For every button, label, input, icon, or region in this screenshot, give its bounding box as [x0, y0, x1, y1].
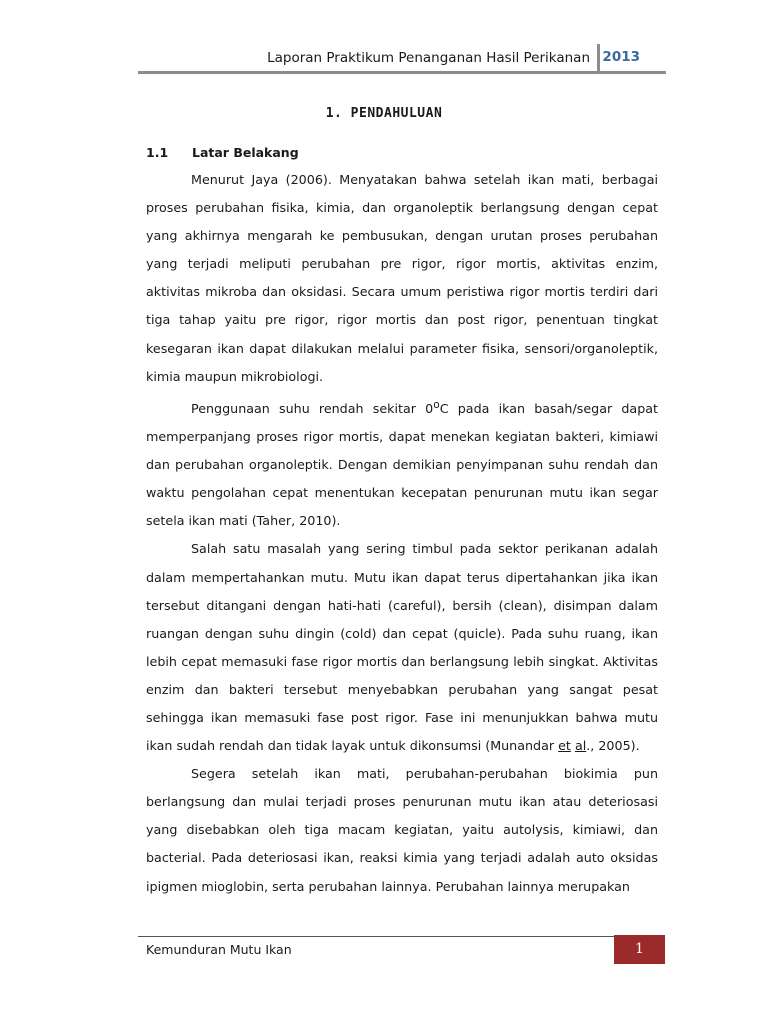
footer-text: Kemunduran Mutu Ikan: [146, 942, 292, 957]
section-heading: [146, 145, 666, 160]
section-title: Latar Belakang: [192, 145, 299, 160]
paragraph-3-text-a: Salah satu masalah yang sering timbul pada sektor perikanan adalah dalam mempertahankan mutu. Mutu ikan dapat terus dipertahankan jika ikan tersebut ditangani dengan hati-hati (careful), bersih (clean), disimpan dalam ruangan dengan suhu dingin (cold) dan cepat (quicle). Pada suhu ruang, ikan lebih cepat memasuki fase rigor mortis dan berlangsung lebih singkat. Aktivitas enzim dan bakteri tersebut menyebabkan perubahan yang sangat pesat sehingga ikan memasuki fase post rigor. Fase ini menunjukkan bahwa mutu ikan sudah rendah dan tidak layak untuk dikonsumsi (Munandar: [146, 541, 658, 754]
header-rule: [138, 71, 666, 74]
citation-et: et: [558, 738, 571, 754]
page-header: [138, 44, 666, 72]
paragraph-2-text-b: C pada ikan basah/segar dapat memperpanjang proses rigor mortis, dapat menekan kegiatan bakteri, kimiawi dan perubahan organoleptik. Dengan demikian penyimpanan suhu rendah dan waktu pengolahan cepat menentukan kecepatan penurunan mutu ikan segar setela ikan mati (Taher, 2010).: [146, 400, 659, 529]
section-number: 1.1: [146, 145, 169, 160]
paragraph-3-text-b: ., 2005).: [586, 738, 640, 754]
paragraph-2: [146, 391, 658, 536]
paragraph-1: Menurut Jaya (2006). Menyatakan bahwa setelah ikan mati, berbagai proses perubahan fisika, kimia, dan organoleptik berlangsung dengan cepat yang akhirnya mengarah ke pembusukan, dengan urutan proses perubahan yang terjadi meliputi perubahan pre rigor, rigor mortis, aktivitas enzim, aktivitas mikroba dan oksidasi. Secara umum peristiwa rigor mortis terdiri dari tiga tahap yaitu pre rigor, rigor mortis dan post rigor, penentuan tingkat kesegaran ikan dapat dilakukan melalui parameter fisika, sensori/organoleptik, kimia maupun mikrobiologi.: [146, 172, 658, 384]
header-title: Laporan Praktikum Penanganan Hasil Perikanan: [267, 50, 590, 66]
citation-al: al: [574, 738, 587, 754]
header-separator: [597, 44, 600, 72]
page-number: 1: [614, 935, 665, 964]
body-text: [146, 166, 658, 901]
header-year: 2013: [602, 49, 640, 65]
paragraph-4: Segera setelah ikan mati, perubahan-perubahan biokimia pun berlangsung dan mulai terjadi proses penurunan mutu ikan atau deteriosasi yang disebabkan oleh tiga macam kegiatan, yaitu autolysis, kimiawi, dan bacterial. Pada deteriosasi ikan, reaksi kimia yang terjadi adalah auto oksidas ipigmen mioglobin, serta perubahan lainnya. Perubahan lainnya merupakan: [146, 766, 658, 894]
degree-superscript: o: [433, 398, 440, 411]
footer-rule: [138, 936, 614, 937]
paragraph-2-text-a: Penggunaan suhu rendah sekitar 0: [191, 400, 434, 416]
paragraph-3: [146, 535, 658, 760]
chapter-title: 1. PENDAHULUAN: [325, 106, 443, 121]
